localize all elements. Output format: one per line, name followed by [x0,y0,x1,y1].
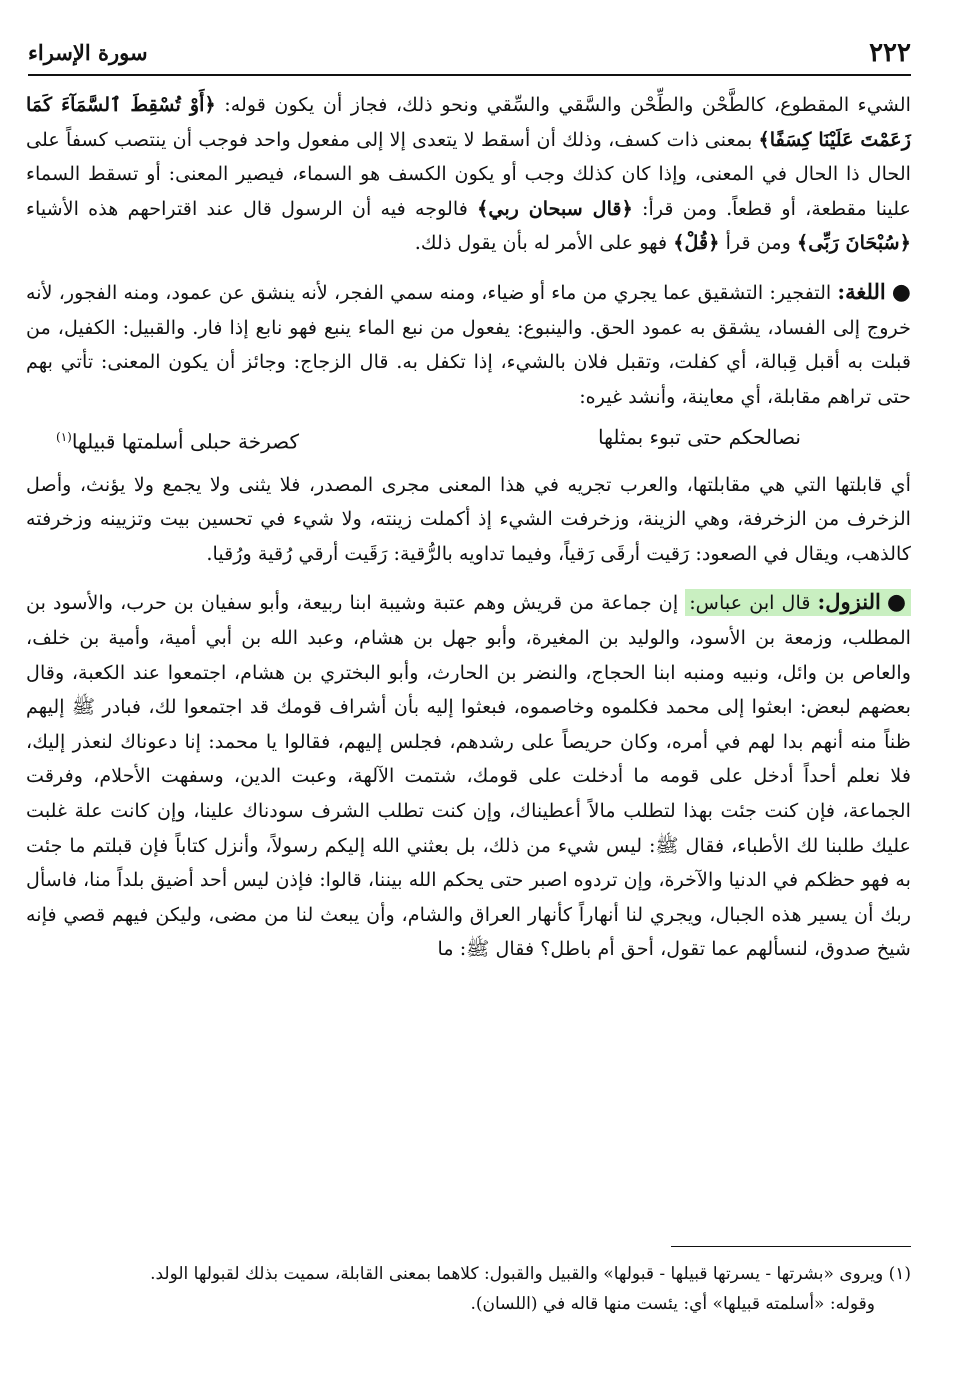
verse-hemistich-second [56,420,299,459]
text-segment: فهو على الأمر له بأن يقول ذلك. [414,231,674,255]
highlighted-heading [685,589,911,616]
bullet-icon: ● [886,590,907,616]
page-header [28,34,911,76]
paragraph-readings [26,88,911,261]
page-number: ٢٢٢ [869,38,911,68]
paragraph-revelation [26,585,911,967]
quran-quote: ﴿أَوْ تُسْقِطَ ٱلسَّمَآءَ كَمَا زَعَمْتَ عَلَيْنَا كِسَفًا﴾ [26,93,911,151]
paragraph-explanation: أي قابلتها التي هي مقابلتها، والعرب تجريه في هذا المعنى مجرى المصدر، فلا يثنى ولا يجمع ولا يؤنث، وأصل الزخرف من الزخرفة، وهي الزينة، وزخرفت الشيء إذ أكملت زينته، ولا شيء في تحسين بيت وتزيينه وزخرفته كالذهب، ويقال في الصعود: رَقيت أرقَى رَقياً، وفيما تداويه بالرُّقية: رَقَيت أرقي رُقية ورُقيا. [26,472,911,565]
footnote-number: (١) [888,1264,911,1284]
text-segment: فالوجه فيه أن الرسول قال عند اقتراحهم هذه الأشياء [26,196,478,220]
text-segment: ومن قرأ [719,231,798,255]
footnote-text: ويروى «بشرتها - يسرتها قبيلها - قبولها» والقبيل والقبول: كلاهما بمعنى القابلة، سميت بذلك لقبولها الولد. [150,1264,889,1284]
paragraph-text: التفجير: التشقيق عما يجري من ماء أو ضياء، ومنه سمي الفجر، لأنه ينشق عن عمود، ومنه الفجور، لأنه خروج إلى الفساد، يشقق به عمود الحق. والينبوع: يفعول من نبع الماء ينبع فهو نابع إذا فار. والقبيل: الكفيل، من قبلت به أقبل قِبالة، أي كفلت، وتقبل فلان بالشيء، إذا تكفل به. قال الزجاج: وجائز أن يكون المعنى: تأتي بهم حتى تراهم مقابلة، أي معاينة، وأنشد غيره: [26,280,911,408]
heading-lead-text: قال ابن عباس: [689,591,818,615]
quran-quote: ﴿قال سبحان ربي﴾ [477,196,633,220]
footnote-divider [671,1246,911,1247]
quran-quote: ﴿قُلْ﴾ [673,231,720,255]
paragraph-language [26,275,911,414]
bullet-icon: ● [891,279,911,305]
paragraph-text: إن جماعة من قريش وهم عتبة وشيبة ابنا ربيعة، وأبو سفيان بن حرب، والأسود بن المطلب، وزمعة بن الأسود، والوليد بن المغيرة، وأبو جهل بن هشام، وعبد الله بن أبي أمية، وأمية بن خلف، والعاص بن وائل، ونبيه ومنبه ابنا الحجاج، والنضر بن الحارث، وأبو البختري بن هشام، اجتمعوا عند الكعبة، وقال بعضهم لبعض: ابعثوا إلى محمد فكلموه وخاصموه، فبعثوا إليه بأن أشراف قومك قد اجتمعوا لك، فبادر ﷺ إليهم ظناً منه أنهم بدا لهم في أمره، وكان حريصاً على رشدهم، فجلس إليهم، فقالوا يا محمد: إنا دعوناك لنعذر إليك، فلا نعلم أحداً أدخل على قومه ما أدخلت على قومك، شتمت الآلهة، وعبت الدين، وسفهت الأحلام، وفرقت الجماعة، فإن كنت جئت بهذا لتطلب مالاً أعطيناك، وإن كنت تطلب الشرف سودناك علينا، وإن كانت علة غلبت عليك طلبنا لك الأطباء، فقال ﷺ: ليس شيء من ذلك، بل بعثني الله إليكم رسولاً، وأنزل كتاباً فإن قبلتم ما جئت به فهو حظكم في الدنيا والآخرة، وإن تردوه اصبر حتى يحكم الله بيننا، قالوا: فإذن ليس أحد أضيق بلداً منا، فاسأل ربك أن يسير هذه الجبال، ويجري لنا أنهاراً كأنهار العراق والشام، وأن يبعث لنا من مضى، وليكن فيهم قصي فإنه شيخ صدوق، لنسألهم عما تقول، أحق أم باطل؟ فقال ﷺ: ما [26,591,911,961]
section-heading-language: اللغة: [837,278,886,304]
footnote-line [26,1259,911,1289]
text-segment: الشيء المقطوع، كالطَّحْن والطِّحْن والسَّقي والسِّقي ونحو ذلك، فجاز أن يكون قوله: [215,93,911,116]
text-segment: بمعنى ذات كسف، وذلك أن أسقط لا يتعدى إلا إلى مفعول واحد فوجب أن ينتصب كسفاً على الحال ذا الحال في المعنى، وإذا كان كذلك وجب أو يكون الكسف هو السماء، فيصير المعنى: أو تسقط السماء علينا مقطعة، أو قطعاً. ومن قرأ: [26,127,912,220]
quran-quote: ﴿سُبْحَانَ رَبِّى﴾ [797,231,911,255]
footnote-line-continued: وقوله: «أسلمته قبيلها» أي: يئست منها قاله في (اللسان). [470,1294,875,1314]
verse-hemistich-second-text: كصرخة حبلى أسلمتها قبيلها [71,430,299,454]
poetry-verse [26,420,911,459]
footnote-marker: (١) [56,430,72,445]
footnotes-section [26,1246,911,1319]
main-text [26,88,911,967]
running-title: سورة الإسراء [28,40,148,65]
verse-hemistich-first: نصالحكم حتى تبوء بمثلها [598,425,801,450]
section-heading-revelation: النزول: [817,589,881,615]
